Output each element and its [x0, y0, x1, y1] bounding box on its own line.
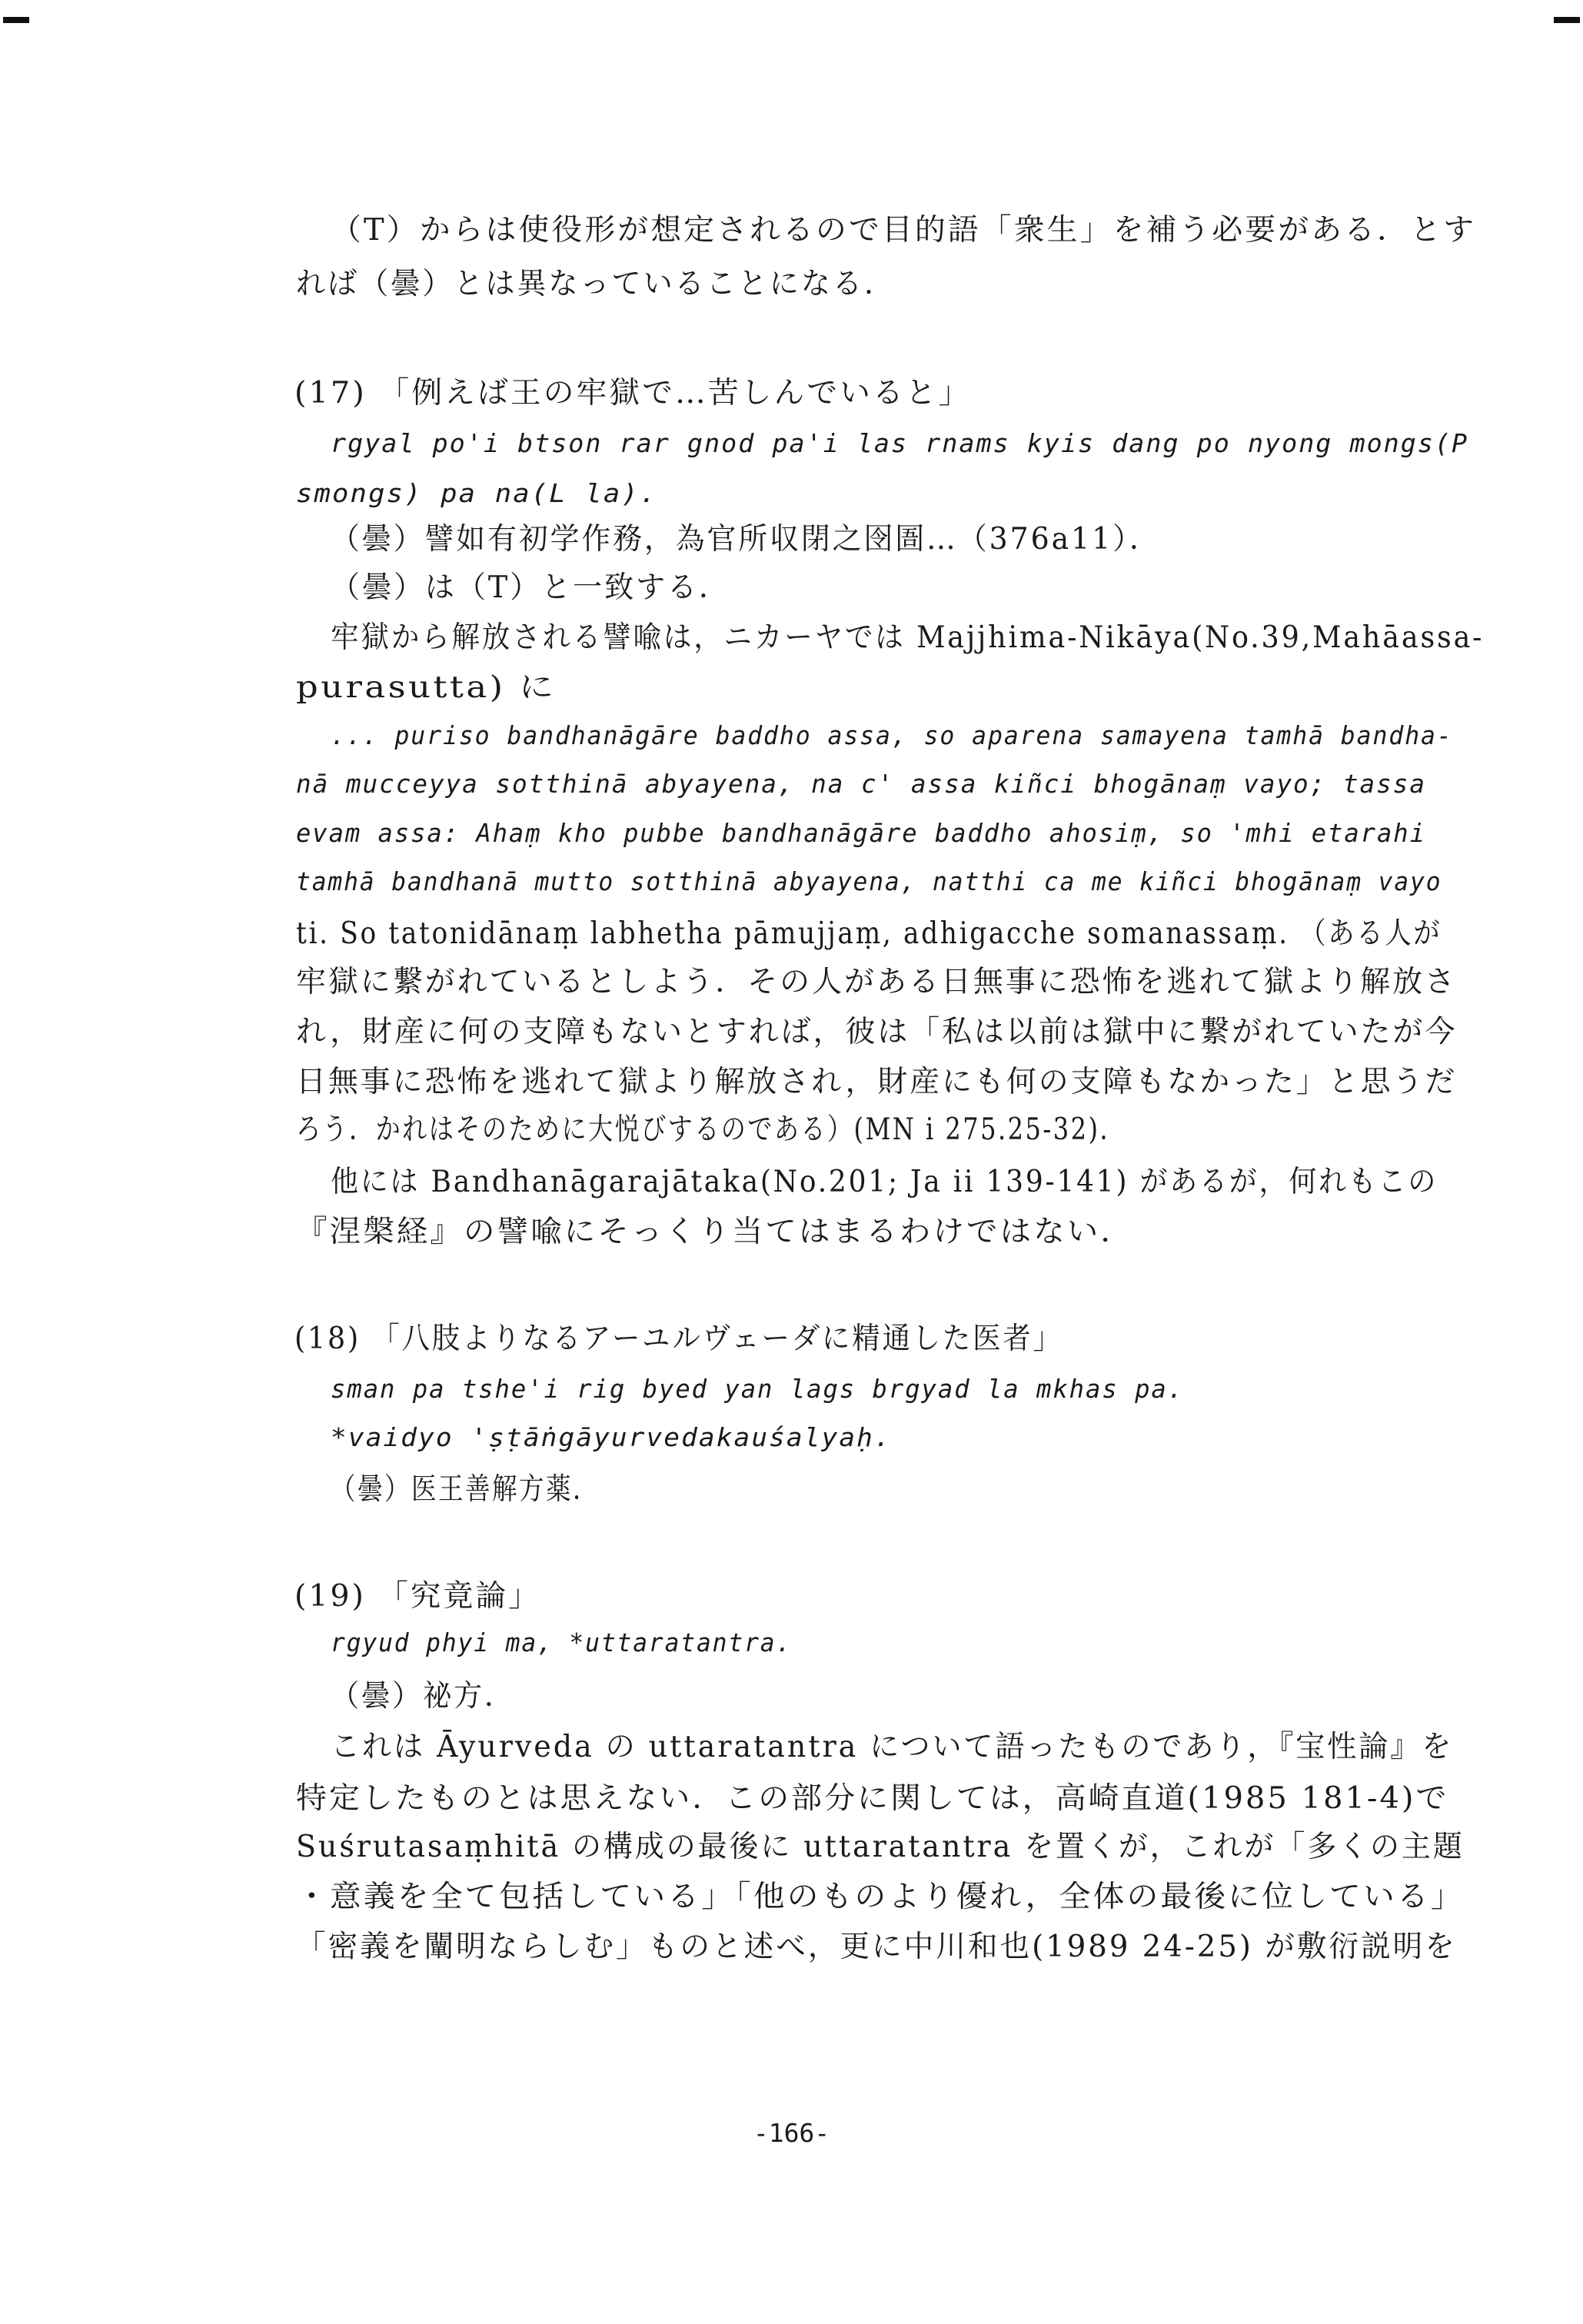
text-line: 他には Bandhanāgarajātaka(No.201; Ja ii 139-141) があるが，何れもこの	[331, 1165, 1438, 1199]
text-line: tamhā bandhanā mutto sotthinā abyayena, natthi ca me kiñci bhogānaṃ vayo	[296, 866, 1442, 896]
text-line: れ，財産に何の支障もないとすれば，彼は「私は以前は獄中に繋がれていたが今	[296, 1015, 1458, 1049]
text-line: 『涅槃経』の譬喩にそっくり当てはまるわけではない．	[296, 1215, 1135, 1249]
text-line: （曇）祕方．	[331, 1679, 516, 1714]
text-line: （T）からは使役形が想定されるので目的語「衆生」を補う必要がある．とす	[331, 213, 1477, 248]
text-line: ろう．かれはそのために大悦びするのである）(MN i 275.25-32)．	[296, 1112, 1127, 1147]
text-line: nā mucceyya sotthinā abyayena, na c' assa kiñci bhogānaṃ vayo; tassa	[296, 769, 1427, 799]
text-line: （曇）医王善解方薬．	[331, 1472, 600, 1507]
text-line: 日無事に恐怖を逃れて獄より解放され，財産にも何の支障もなかった」と思うだ	[296, 1065, 1458, 1099]
text-line: ・意義を全て包括している」「他のものより優れ，全体の最後に位している」	[296, 1880, 1465, 1914]
text-line: ti. So tatonidānaṃ labhetha pāmujjaṃ, adhigacche somanassaṃ. （ある人が	[296, 916, 1442, 951]
text-line: evam assa: Ahaṃ kho pubbe bandhanāgāre baddho ahosiṃ, so 'mhi etarahi	[296, 818, 1426, 848]
text-line: rgyal po'i btson rar gnod pa'i las rnams kyis dang po nyong mongs(P	[331, 428, 1469, 458]
text-line: (18) 「八肢よりなるアーユルヴェーダに精通した医者」	[294, 1322, 1063, 1356]
text-line: 牢獄に繋がれているとしよう．その人がある日無事に恐怖を逃れて獄より解放さ	[296, 965, 1458, 999]
text-line: (19) 「究竟論」	[294, 1579, 541, 1614]
text-line: Suśrutasaṃhitā の構成の最後に uttaratantra を置くが，これが「多くの主題	[296, 1830, 1465, 1864]
page-number: -166-	[753, 2118, 830, 2148]
text-line: これは Āyurveda の uttaratantra について語ったものであり，『宝性論』を	[331, 1730, 1454, 1764]
text-line: ... puriso bandhanāgāre baddho assa, so aparena samayena tamhā bandha-	[331, 720, 1453, 750]
text-line: rgyud phyi ma, *uttaratantra.	[331, 1627, 793, 1657]
text-line: purasutta) に	[296, 670, 557, 705]
text-line: sman pa tshe'i rig byed yan lags brgyad la mkhas pa.	[331, 1374, 1185, 1404]
text-line: 「密義を闡明ならしむ」ものと述べ，更に中川和也(1989 24-25) が敷衍説明を	[296, 1930, 1457, 1964]
text-line: (17) 「例えば王の牢獄で…苦しんでいると」	[294, 376, 972, 411]
text-line: れば（曇）とは異なっていることになる．	[296, 267, 896, 301]
text-line: （曇）は（T）と一致する．	[331, 570, 731, 605]
text-line: smongs) pa na(L la).	[296, 478, 658, 508]
corner-mark-left	[3, 17, 29, 23]
text-line: 特定したものとは思えない．この部分に関しては，高崎直道(1985 181-4)で	[296, 1781, 1449, 1816]
text-line: （曇）譬如有初学作務，為官所収閉之囹圄…（376a11）．	[331, 522, 1161, 557]
text-line: 牢獄から解放される譬喩は，ニカーヤでは Majjhima-Nikāya(No.39,Mahāassa-	[331, 620, 1485, 655]
text-line: *vaidyo 'ṣṭāṅgāyurvedakauśalyaḥ.	[331, 1422, 892, 1452]
corner-mark-right	[1554, 17, 1580, 23]
